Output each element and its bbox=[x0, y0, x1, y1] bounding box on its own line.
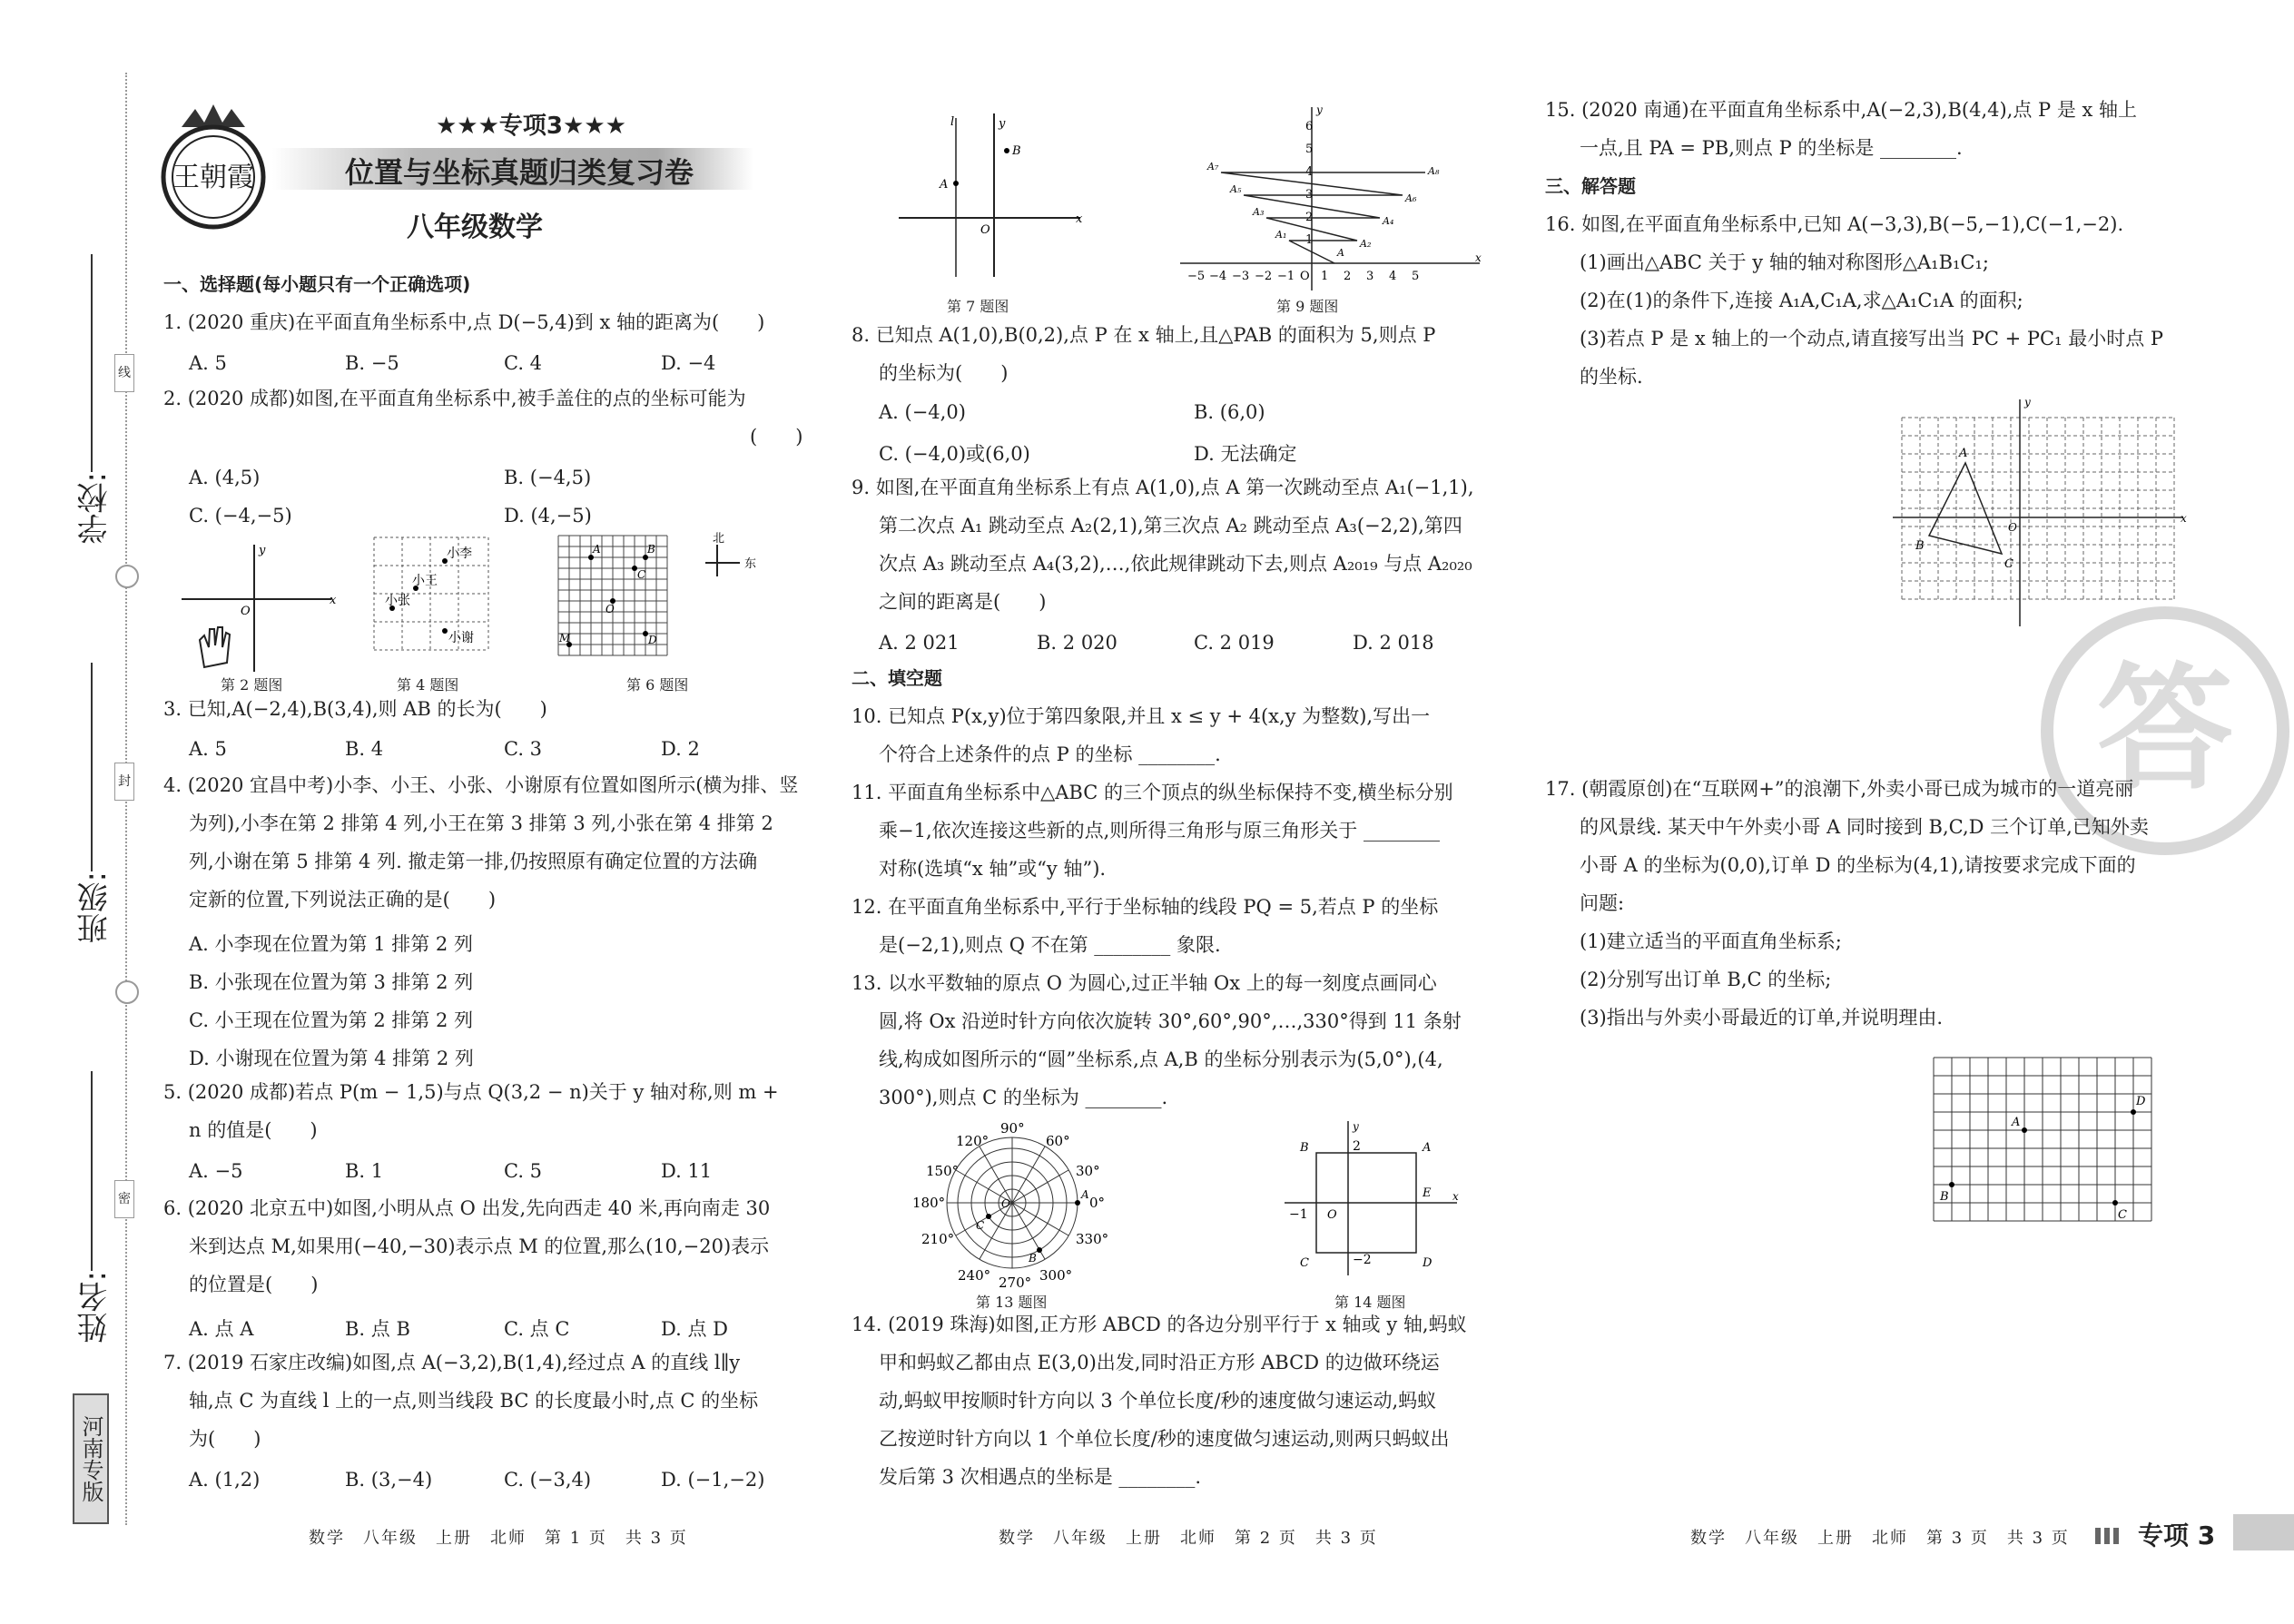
q3-option-c[interactable]: C. 3 bbox=[504, 738, 543, 760]
svg-text:A: A bbox=[940, 178, 949, 192]
q5-option-d[interactable]: D. 11 bbox=[661, 1160, 713, 1182]
svg-text:东: 东 bbox=[744, 557, 757, 571]
class-label: 班级: bbox=[77, 871, 113, 944]
logo-seal bbox=[154, 100, 272, 236]
q6-option-c[interactable]: C. 点 C bbox=[504, 1318, 570, 1340]
svg-text:C: C bbox=[637, 568, 646, 581]
svg-text:240°: 240° bbox=[958, 1267, 991, 1284]
svg-text:−2: −2 bbox=[1353, 1253, 1372, 1267]
figure-7 bbox=[894, 109, 1085, 281]
question-4-line-2: 为列),小李在第 2 排第 4 列,小王在第 3 排第 3 列,小张在第 4 排第 2 bbox=[189, 812, 773, 834]
svg-text:A₆: A₆ bbox=[1405, 192, 1417, 204]
figure-17 bbox=[1929, 1053, 2156, 1235]
svg-text:1: 1 bbox=[1305, 233, 1314, 247]
section-choice-heading: 一、选择题(每小题只有一个正确选项) bbox=[163, 273, 471, 295]
figure-4 bbox=[372, 536, 490, 654]
section-answer-heading: 三、解答题 bbox=[1545, 175, 1636, 197]
margin-seal-line-1: 线 bbox=[114, 354, 134, 392]
question-17-part-3: (3)指出与外卖小哥最近的订单,并说明理由. bbox=[1580, 1007, 1944, 1029]
q3-option-d[interactable]: D. 2 bbox=[661, 738, 700, 760]
figure-6 bbox=[554, 531, 672, 667]
svg-text:A: A bbox=[593, 543, 601, 556]
svg-text:A₈: A₈ bbox=[1428, 165, 1440, 177]
svg-text:270°: 270° bbox=[999, 1275, 1032, 1289]
svg-text:A₃: A₃ bbox=[1253, 206, 1265, 218]
svg-text:A: A bbox=[1959, 447, 1968, 460]
svg-text:180°: 180° bbox=[912, 1195, 946, 1211]
question-15-line-1: 15. (2020 南通)在平面直角坐标系中,A(−2,3),B(4,4),点 P 是 x 轴上 bbox=[1545, 99, 2138, 121]
svg-text:0°: 0° bbox=[1089, 1195, 1106, 1211]
svg-text:A₅: A₅ bbox=[1230, 183, 1242, 195]
svg-text:6: 6 bbox=[1305, 120, 1314, 133]
footer-page-2: 数学 八年级 上册 北师 第 2 页 共 3 页 bbox=[999, 1529, 1378, 1548]
q8-option-c[interactable]: C. (−4,0)或(6,0) bbox=[879, 443, 1030, 465]
question-17-line-1: 17. (朝霞原创)在“互联网+”的浪潮下,外卖小哥已成为城市的一道亮丽 bbox=[1545, 778, 2134, 800]
question-16-line-5: 的坐标. bbox=[1580, 366, 1643, 388]
question-16-line-1: 16. 如图,在平面直角坐标系中,已知 A(−3,3),B(−5,−1),C(−1,−2). bbox=[1545, 213, 2124, 235]
q2-option-b[interactable]: B. (−4,5) bbox=[504, 467, 592, 488]
margin-seal-line-3: 密 bbox=[114, 1180, 134, 1218]
q9-option-b[interactable]: B. 2 020 bbox=[1037, 632, 1117, 654]
question-17-line-4: 问题: bbox=[1580, 892, 1625, 914]
question-13-line-3: 线,构成如图所示的“圆”坐标系,点 A,B 的坐标分别表示为(5,0°),(4, bbox=[879, 1048, 1443, 1070]
compass-icon bbox=[704, 531, 767, 586]
svg-text:B: B bbox=[1029, 1252, 1037, 1265]
svg-text:O: O bbox=[2008, 521, 2017, 534]
q2-option-c[interactable]: C. (−4,−5) bbox=[189, 505, 292, 527]
svg-text:A₇: A₇ bbox=[1207, 161, 1219, 172]
svg-text:4: 4 bbox=[1389, 270, 1397, 283]
figure-14-caption: 第 14 题图 bbox=[1334, 1294, 1406, 1311]
question-9-line-1: 9. 如图,在平面直角坐标系上有点 A(1,0),点 A 第一次跳动至点 A₁(−1,1), bbox=[852, 477, 1474, 498]
svg-text:E: E bbox=[1423, 1186, 1432, 1200]
question-11-line-3: 对称(选填“x 轴”或“y 轴”). bbox=[879, 858, 1107, 880]
question-6-line-3: 的位置是( ) bbox=[189, 1274, 319, 1295]
figure-9-caption: 第 9 题图 bbox=[1276, 298, 1339, 315]
svg-text:y: y bbox=[1316, 103, 1323, 116]
svg-text:x: x bbox=[2181, 512, 2187, 525]
svg-text:−1: −1 bbox=[1277, 270, 1295, 283]
q4-option-b[interactable]: B. 小张现在位置为第 3 排第 2 列 bbox=[189, 971, 474, 993]
q3-option-b[interactable]: B. 4 bbox=[345, 738, 384, 760]
q5-option-a[interactable]: A. −5 bbox=[189, 1160, 243, 1182]
footer-page-3: 数学 八年级 上册 北师 第 3 页 共 3 页 bbox=[1690, 1529, 2070, 1548]
q1-option-c[interactable]: C. 4 bbox=[504, 352, 543, 374]
svg-text:3: 3 bbox=[1366, 270, 1374, 283]
q7-option-b[interactable]: B. (3,−4) bbox=[345, 1469, 433, 1491]
question-2: 2. (2020 成都)如图,在平面直角坐标系中,被手盖住的点的坐标可能为 bbox=[163, 388, 746, 409]
svg-text:M: M bbox=[559, 632, 571, 645]
svg-text:2: 2 bbox=[1353, 1139, 1361, 1154]
question-14-line-3: 动,蚂蚁甲按顺时针方向以 3 个单位长度/秒的速度做匀速运动,蚂蚁 bbox=[879, 1390, 1437, 1412]
svg-text:−1: −1 bbox=[1289, 1207, 1308, 1222]
svg-text:B: B bbox=[1012, 144, 1021, 158]
hand-icon bbox=[200, 627, 230, 667]
question-4-line-4: 定新的位置,下列说法正确的是( ) bbox=[189, 889, 497, 910]
question-7-line-1: 7. (2019 石家庄改编)如图,点 A(−3,2),B(1,4),经过点 A 的直线 l∥y bbox=[163, 1352, 741, 1373]
q1-option-d[interactable]: D. −4 bbox=[661, 352, 716, 374]
header-badge: ★★★专项3★★★ bbox=[436, 113, 626, 140]
edition-box bbox=[73, 1393, 109, 1524]
question-17-line-2: 的风景线. 某天中午外卖小哥 A 同时接到 B,C,D 三个订单,已知外卖 bbox=[1580, 816, 2149, 838]
question-16-line-2: (1)画出△ABC 关于 y 轴的轴对称图形△A₁B₁C₁; bbox=[1580, 251, 1989, 273]
q4-option-d[interactable]: D. 小谢现在位置为第 4 排第 2 列 bbox=[189, 1048, 474, 1069]
q5-option-b[interactable]: B. 1 bbox=[345, 1160, 384, 1182]
question-8-line-1: 8. 已知点 A(1,0),B(0,2),点 P 在 x 轴上,且△PAB 的面积为 5,则点 P bbox=[852, 324, 1436, 346]
svg-text:60°: 60° bbox=[1046, 1133, 1070, 1149]
page-title: 位置与坐标真题归类复习卷 bbox=[345, 155, 694, 190]
svg-text:330°: 330° bbox=[1076, 1231, 1109, 1247]
q7-option-c[interactable]: C. (−3,4) bbox=[504, 1469, 592, 1491]
q9-option-a[interactable]: A. 2 021 bbox=[879, 632, 960, 654]
question-12-line-1: 12. 在平面直角坐标系中,平行于坐标轴的线段 PQ = 5,若点 P 的坐标 bbox=[852, 896, 1439, 918]
svg-text:3: 3 bbox=[1305, 188, 1314, 202]
school-line bbox=[91, 254, 93, 472]
svg-text:x: x bbox=[1475, 251, 1482, 264]
question-5-line-1: 5. (2020 成都)若点 P(m − 1,5)与点 Q(3,2 − n)关于 y 轴对称,则 m + bbox=[163, 1081, 779, 1103]
figure-9 bbox=[1171, 100, 1489, 295]
question-14-line-5: 发后第 3 次相遇点的坐标是 ________. bbox=[879, 1466, 1202, 1488]
svg-text:O: O bbox=[1327, 1208, 1337, 1222]
footer-page-1: 数学 八年级 上册 北师 第 1 页 共 3 页 bbox=[309, 1529, 688, 1548]
figure-13-caption: 第 13 题图 bbox=[976, 1294, 1048, 1311]
question-13-line-1: 13. 以水平数轴的原点 O 为圆心,过正半轴 Ox 上的每一刻度点画同心 bbox=[852, 972, 1437, 994]
svg-text:O: O bbox=[241, 605, 251, 618]
svg-text:D: D bbox=[2136, 1095, 2146, 1108]
svg-text:210°: 210° bbox=[921, 1231, 955, 1247]
svg-text:30°: 30° bbox=[1076, 1163, 1100, 1179]
svg-text:B: B bbox=[647, 543, 655, 556]
q3-option-a[interactable]: A. 5 bbox=[189, 738, 227, 760]
figure-4-caption: 第 4 题图 bbox=[397, 676, 459, 694]
footer-grey-band bbox=[2233, 1514, 2294, 1550]
svg-text:A: A bbox=[1423, 1141, 1432, 1155]
question-15-line-2: 一点,且 PA = PB,则点 P 的坐标是 ________. bbox=[1580, 137, 1963, 159]
svg-text:C: C bbox=[2118, 1208, 2127, 1222]
svg-text:x: x bbox=[1076, 212, 1083, 226]
question-16-line-3: (2)在(1)的条件下,连接 A₁A,C₁A,求△A₁C₁A 的面积; bbox=[1580, 290, 2023, 311]
figure-2 bbox=[177, 540, 340, 676]
svg-text:A₄: A₄ bbox=[1383, 215, 1394, 227]
question-8-line-2: 的坐标为( ) bbox=[879, 362, 1009, 384]
page-subtitle: 八年级数学 bbox=[407, 212, 543, 243]
svg-text:B: B bbox=[1915, 539, 1925, 553]
svg-text:1: 1 bbox=[1321, 270, 1329, 283]
figure-16 bbox=[1888, 395, 2197, 631]
question-11-line-2: 乘−1,依次连接这些新的点,则所得三角形与原三角形关于 ________ bbox=[879, 820, 1440, 842]
svg-text:150°: 150° bbox=[926, 1163, 960, 1179]
question-14-line-2: 甲和蚂蚁乙都由点 E(3,0)出发,同时沿正方形 ABCD 的边做环绕运 bbox=[879, 1352, 1440, 1373]
question-14-line-1: 14. (2019 珠海)如图,正方形 ABCD 的各边分别平行于 x 轴或 y 轴,蚂蚁 bbox=[852, 1314, 1467, 1335]
q8-option-a[interactable]: A. (−4,0) bbox=[879, 401, 966, 423]
question-1: 1. (2020 重庆)在平面直角坐标系中,点 D(−5,4)到 x 轴的距离为( ) bbox=[163, 311, 765, 333]
q6-option-d[interactable]: D. 点 D bbox=[661, 1318, 728, 1340]
svg-text:北: 北 bbox=[713, 532, 725, 546]
svg-text:300°: 300° bbox=[1039, 1267, 1073, 1284]
svg-text:O: O bbox=[1001, 1197, 1010, 1210]
question-7-line-3: 为( ) bbox=[189, 1428, 261, 1450]
svg-text:−4: −4 bbox=[1209, 270, 1227, 283]
svg-text:−5: −5 bbox=[1187, 270, 1206, 283]
svg-text:y: y bbox=[259, 544, 266, 557]
name-label: 姓名: bbox=[77, 1271, 113, 1343]
q2-option-a[interactable]: A. (4,5) bbox=[189, 467, 261, 488]
margin-seal-line-2: 封 bbox=[114, 763, 134, 801]
question-13-line-4: 300°),则点 C 的坐标为 ________. bbox=[879, 1087, 1168, 1108]
class-line bbox=[91, 663, 93, 871]
svg-text:4: 4 bbox=[1305, 165, 1314, 179]
svg-text:l: l bbox=[950, 115, 955, 129]
svg-text:A₁: A₁ bbox=[1275, 229, 1287, 241]
question-10-line-2: 个符合上述条件的点 P 的坐标 ________. bbox=[879, 743, 1221, 765]
section-fill-heading: 二、填空题 bbox=[852, 667, 942, 689]
q9-option-c[interactable]: C. 2 019 bbox=[1194, 632, 1275, 654]
svg-text:y: y bbox=[1353, 1120, 1359, 1133]
special-tag: 专项 3 bbox=[2138, 1521, 2216, 1550]
svg-text:C: C bbox=[1300, 1256, 1309, 1270]
q6-option-b[interactable]: B. 点 B bbox=[345, 1318, 410, 1340]
figure-14 bbox=[1280, 1117, 1462, 1280]
question-9-line-4: 之间的距离是( ) bbox=[879, 591, 1047, 613]
question-11-line-1: 11. 平面直角坐标系中△ABC 的三个顶点的纵坐标保持不变,横坐标分别 bbox=[852, 782, 1453, 803]
question-17-line-3: 小哥 A 的坐标为(0,0),订单 D 的坐标为(4,1),请按要求完成下面的 bbox=[1580, 854, 2136, 876]
q6-option-a[interactable]: A. 点 A bbox=[189, 1318, 254, 1340]
margin-circle-1 bbox=[115, 565, 139, 588]
q4-option-a[interactable]: A. 小李现在位置为第 1 排第 2 列 bbox=[189, 933, 473, 955]
margin-circle-2 bbox=[115, 980, 139, 1004]
q5-option-c[interactable]: C. 5 bbox=[504, 1160, 543, 1182]
question-13-line-2: 圆,将 Ox 沿逆时针方向依次旋转 30°,60°,90°,…,330°得到 11 条射 bbox=[879, 1010, 1462, 1032]
q1-option-b[interactable]: B. −5 bbox=[345, 352, 399, 374]
svg-text:x: x bbox=[1452, 1190, 1459, 1203]
svg-text:5: 5 bbox=[1305, 143, 1314, 156]
svg-text:5: 5 bbox=[1412, 270, 1420, 283]
stamp-text: 答 bbox=[2096, 649, 2234, 809]
school-label: 学校: bbox=[77, 472, 113, 545]
svg-text:小张: 小张 bbox=[385, 594, 410, 608]
q7-option-a[interactable]: A. (1,2) bbox=[189, 1469, 261, 1491]
svg-text:小王: 小王 bbox=[412, 574, 438, 588]
svg-text:B: B bbox=[1300, 1141, 1309, 1155]
svg-text:2: 2 bbox=[1305, 211, 1314, 224]
footer-decoration bbox=[2095, 1528, 2122, 1544]
svg-text:−2: −2 bbox=[1255, 270, 1273, 283]
question-14-line-4: 乙按逆时针方向以 1 个单位长度/秒的速度做匀速运动,则两只蚂蚁出 bbox=[879, 1428, 1450, 1450]
svg-text:O: O bbox=[605, 603, 615, 615]
svg-text:C: C bbox=[2004, 557, 2013, 571]
svg-text:A₂: A₂ bbox=[1360, 238, 1372, 250]
name-line bbox=[91, 1071, 93, 1271]
svg-text:y: y bbox=[999, 117, 1006, 131]
question-4-line-1: 4. (2020 宜昌中考)小李、小王、小张、小谢原有位置如图所示(横为排、竖 bbox=[163, 774, 799, 796]
q8-option-b[interactable]: B. (6,0) bbox=[1194, 401, 1265, 423]
svg-text:A: A bbox=[1337, 247, 1344, 259]
figure-6-caption: 第 6 题图 bbox=[626, 676, 689, 694]
svg-text:B: B bbox=[1940, 1190, 1949, 1204]
svg-text:O: O bbox=[980, 223, 990, 237]
question-12-line-2: 是(−2,1),则点 Q 不在第 ________ 象限. bbox=[879, 934, 1221, 956]
svg-text:小李: 小李 bbox=[447, 546, 472, 561]
svg-text:D: D bbox=[648, 634, 657, 646]
q9-option-d[interactable]: D. 2 018 bbox=[1353, 632, 1434, 654]
question-9-line-2: 第二次点 A₁ 跳动至点 A₂(2,1),第三次点 A₂ 跳动至点 A₃(−2,2),第四 bbox=[879, 515, 1462, 536]
logo-text: 王朝霞 bbox=[172, 162, 254, 193]
figure-13 bbox=[903, 1117, 1112, 1289]
svg-text:2: 2 bbox=[1344, 270, 1352, 283]
svg-text:A: A bbox=[2012, 1116, 2021, 1129]
q2-option-d[interactable]: D. (4,−5) bbox=[504, 505, 592, 527]
svg-text:C: C bbox=[976, 1219, 985, 1232]
figure-7-caption: 第 7 题图 bbox=[947, 298, 1009, 315]
svg-text:y: y bbox=[2024, 396, 2031, 408]
question-4-line-3: 列,小谢在第 5 排第 4 列. 撤走第一排,仍按照原有确定位置的方法确 bbox=[189, 851, 758, 872]
question-6-line-1: 6. (2020 北京五中)如图,小明从点 O 出发,先向西走 40 米,再向南走 30 bbox=[163, 1197, 771, 1219]
edition-label: 河南专版 bbox=[78, 1415, 103, 1502]
q8-option-d[interactable]: D. 无法确定 bbox=[1194, 443, 1297, 465]
q1-option-a[interactable]: A. 5 bbox=[189, 352, 227, 374]
question-5-line-2: n 的值是( ) bbox=[189, 1119, 318, 1141]
question-7-line-2: 轴,点 C 为直线 l 上的一点,则当线段 BC 的长度最小时,点 C 的坐标 bbox=[189, 1390, 759, 1412]
svg-text:D: D bbox=[1423, 1256, 1433, 1270]
svg-text:−3: −3 bbox=[1232, 270, 1250, 283]
question-17-part-2: (2)分别写出订单 B,C 的坐标; bbox=[1580, 969, 1832, 990]
figure-2-caption: 第 2 题图 bbox=[221, 676, 283, 694]
q4-option-c[interactable]: C. 小王现在位置为第 2 排第 2 列 bbox=[189, 1009, 474, 1031]
svg-text:小谢: 小谢 bbox=[448, 631, 474, 645]
svg-text:x: x bbox=[330, 594, 337, 607]
question-9-line-3: 次点 A₃ 跳动至点 A₄(3,2),…,依此规律跳动下去,则点 A₂₀₁₉ 与点 A₂₀₂₀ bbox=[879, 553, 1472, 575]
question-16-line-4: (3)若点 P 是 x 轴上的一个动点,请直接写出当 PC + PC₁ 最小时点 P bbox=[1580, 328, 2164, 349]
question-17-part-1: (1)建立适当的平面直角坐标系; bbox=[1580, 930, 1842, 952]
question-10-line-1: 10. 已知点 P(x,y)位于第四象限,并且 x ≤ y + 4(x,y 为整数),写出一 bbox=[852, 705, 1431, 727]
svg-text:A: A bbox=[1081, 1188, 1089, 1201]
svg-text:O: O bbox=[1300, 270, 1310, 283]
svg-text:120°: 120° bbox=[956, 1133, 989, 1149]
question-2-bracket: ( ) bbox=[750, 426, 803, 448]
svg-text:90°: 90° bbox=[1000, 1120, 1025, 1137]
question-6-line-2: 米到达点 M,如果用(−40,−30)表示点 M 的位置,那么(10,−20)表示 bbox=[189, 1235, 770, 1257]
q7-option-d[interactable]: D. (−1,−2) bbox=[661, 1469, 765, 1491]
question-3: 3. 已知,A(−2,4),B(3,4),则 AB 的长为( ) bbox=[163, 698, 547, 720]
